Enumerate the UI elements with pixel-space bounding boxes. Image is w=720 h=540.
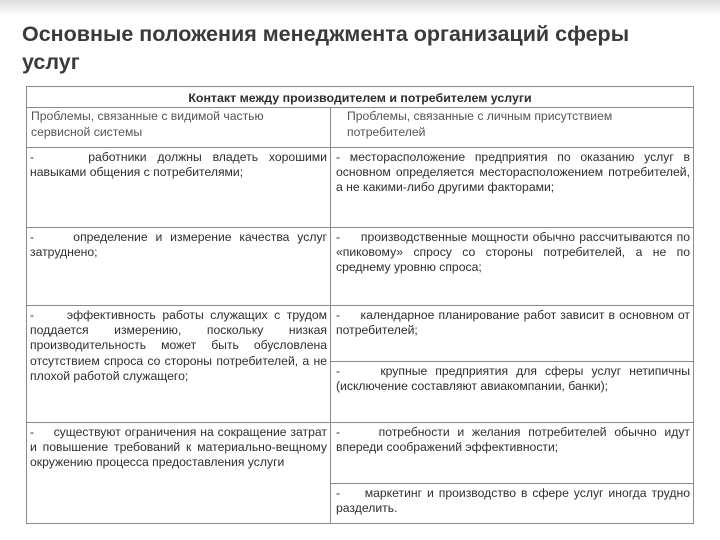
right-item-large-enterprises: - крупные предприятия для сферы услуг нетипичны (исключение составляют авиакомпании, банки); [336,364,694,394]
table-header: Контакт между производителем и потребителем услуги [188,91,532,105]
right-item-customer-needs: - потребности и желания потребителей обычно идут впереди соображений эффективности; [336,425,694,455]
right-item-capacity: - производственные мощности обычно рассчитываются по «пиковому» спросу со стороны потребителей, а не по среднему уровню спроса; [336,230,694,275]
left-item-cost-limits: - существуют ограничения на сокращение затрат и повышение требований к материально-вещному окружению процесса предоставления услуги [30,425,331,470]
right-item-scheduling: - календарное планирование работ зависит в основном от потребителей; [336,308,694,338]
left-item-quality-measurement: - определение и измерение качества услуг затруднено; [30,230,331,260]
col-header-visible-part: Проблемы, связанные с видимой частью сервисной системы [31,109,264,139]
slide-title: Основные положения менеджмента организаций сферы услуг [22,22,630,74]
right-item-location: - месторасположение предприятия по оказанию услуг в основном определяется месторасположением потребителей, а не какими-либо другими факторами; [336,150,694,195]
right-item-marketing-production: - маркетинг и производство в сфере услуг иногда трудно разделить. [336,486,694,516]
slide-top-shadow [0,0,720,16]
col-header-presence: Проблемы, связанные с личным присутствием потребителей [347,109,613,139]
contact-table [26,86,694,524]
left-item-communication-skills: - работники должны владеть хорошими навыками общения с потребителями; [30,150,331,180]
left-item-employee-efficiency: - эффективность работы служащих с трудом поддается измерению, поскольку низкая производительность может быть обусловлена отсутствием спроса со стороны потребителей, а не плохой работой служащего; [30,308,331,383]
